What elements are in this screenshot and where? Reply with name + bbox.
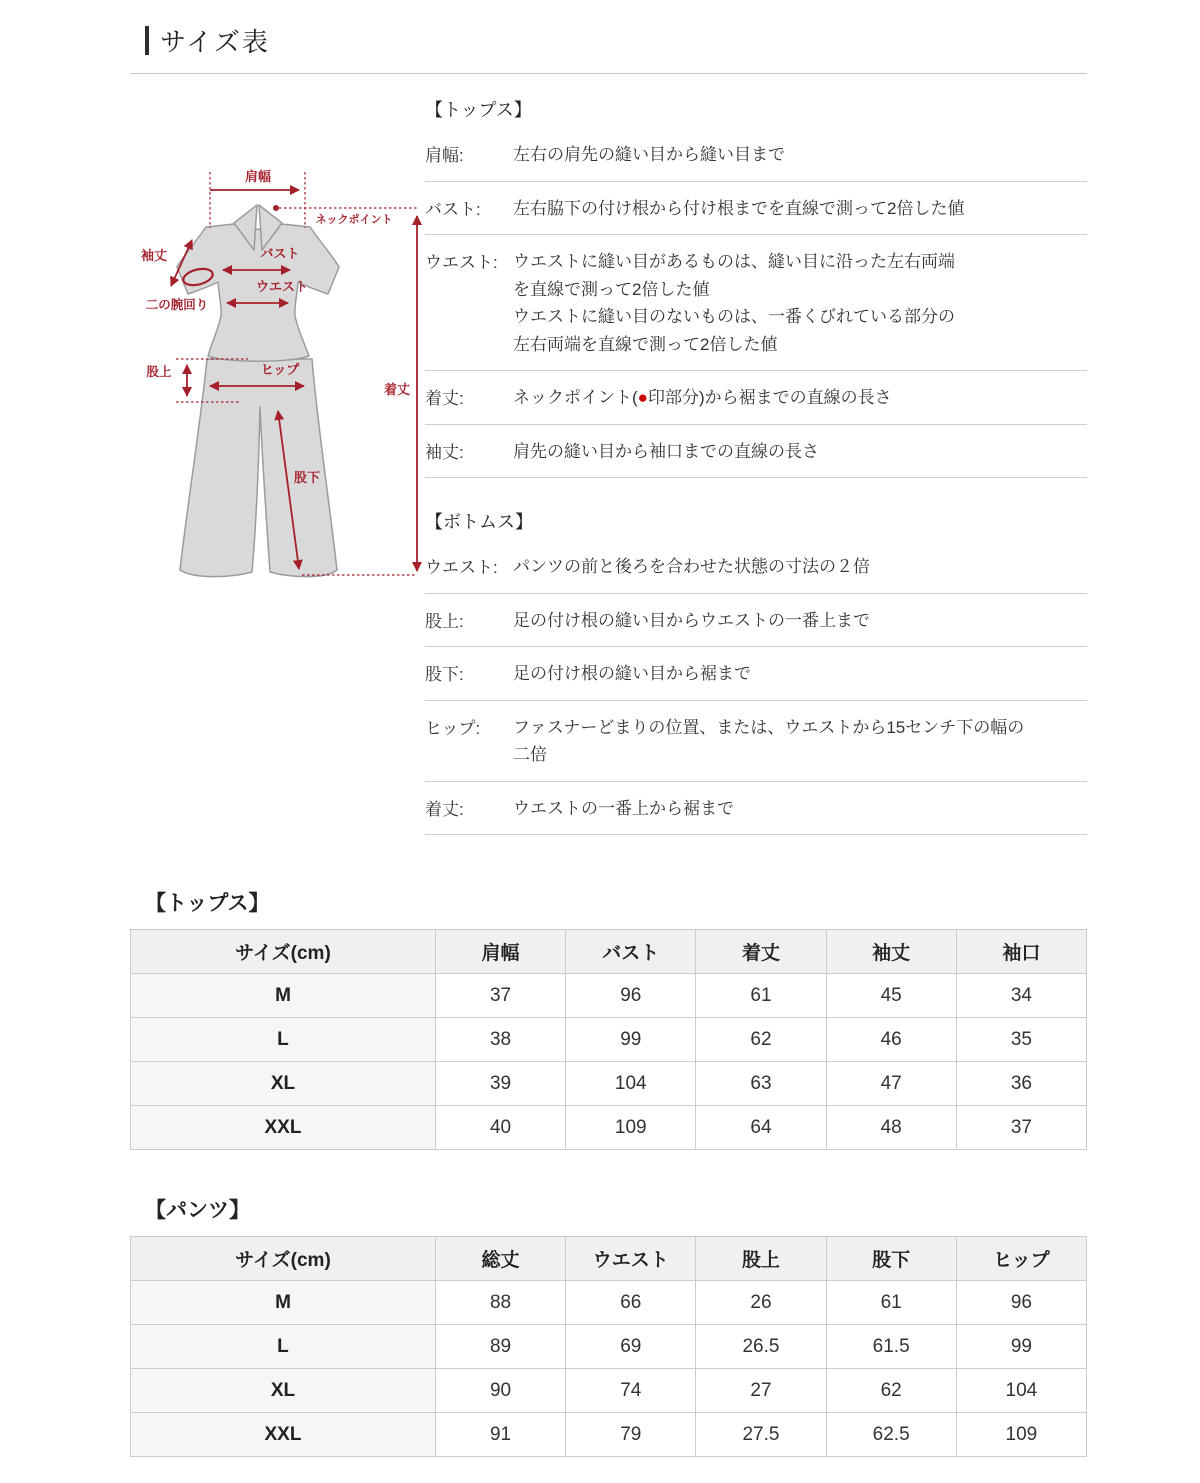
value-cell: 40 (435, 1106, 565, 1150)
definition-text: 肩先の縫い目から袖口までの直線の長さ (513, 441, 819, 461)
value-cell: 79 (566, 1413, 696, 1457)
definition-description (513, 714, 1087, 769)
table-header-row (131, 930, 1087, 974)
definition-term: 着丈: (425, 799, 464, 819)
definition-row (425, 182, 1087, 236)
column-header: 股上 (696, 1237, 826, 1281)
value-cell: 88 (435, 1281, 565, 1325)
definition-description (513, 660, 1087, 688)
definition-text-part: ネックポイント( (513, 388, 638, 408)
value-cell: 62 (826, 1369, 956, 1413)
size-cell: L (131, 1325, 436, 1369)
tops-table-heading: 【トップス】 (145, 892, 270, 916)
value-cell: 69 (566, 1325, 696, 1369)
value-cell: 37 (956, 1106, 1086, 1150)
column-header: 総丈 (435, 1237, 565, 1281)
size-cell: L (131, 1018, 436, 1062)
neck-point-dot: ● (637, 388, 648, 408)
definition-text: ウエストの一番上から裾まで (513, 798, 734, 818)
table-body (131, 974, 1087, 1150)
value-cell: 36 (956, 1062, 1086, 1106)
upper-arm-label: 二の腕回り (145, 298, 209, 312)
value-cell: 35 (956, 1018, 1086, 1062)
value-cell: 46 (826, 1018, 956, 1062)
definition-term: 肩幅: (425, 146, 464, 165)
definition-row (425, 782, 1087, 836)
size-cell: XXL (131, 1413, 436, 1457)
definition-description (513, 248, 1087, 358)
value-cell: 104 (566, 1062, 696, 1106)
tops-size-table (130, 929, 1087, 1150)
definition-row (425, 540, 1087, 594)
table-header (131, 930, 1087, 974)
definition-description (513, 795, 1087, 823)
definition-term: ウエスト: (425, 558, 498, 578)
value-cell: 91 (435, 1413, 565, 1457)
title-accent-bar (145, 26, 149, 55)
table-row (131, 1369, 1087, 1413)
pants-table-heading: 【パンツ】 (145, 1199, 250, 1223)
value-cell: 74 (566, 1369, 696, 1413)
definition-term: 着丈: (425, 389, 464, 409)
bottoms-definitions-heading: 【ボトムス】 (425, 512, 533, 533)
column-header: 着丈 (696, 930, 826, 974)
table-row (131, 1062, 1087, 1106)
definition-text (513, 384, 1087, 412)
title-divider (130, 73, 1087, 74)
pants-illustration (180, 359, 337, 577)
value-cell: 109 (956, 1413, 1086, 1457)
value-cell: 39 (435, 1062, 565, 1106)
neck-point-marker (273, 205, 279, 211)
bottoms-definitions (425, 540, 1087, 835)
table-header-row (131, 1237, 1087, 1281)
measurement-guide (130, 94, 1087, 835)
definition-row (425, 128, 1087, 182)
size-cell: XL (131, 1369, 436, 1413)
definition-term: 袖丈: (425, 442, 464, 462)
value-cell: 61.5 (826, 1325, 956, 1369)
column-header: 股下 (826, 1237, 956, 1281)
definition-description (513, 438, 1087, 466)
value-cell: 61 (826, 1281, 956, 1325)
value-cell: 48 (826, 1106, 956, 1150)
value-cell: 34 (956, 974, 1086, 1018)
column-header: 肩幅 (435, 930, 565, 974)
value-cell: 61 (696, 974, 826, 1018)
column-header: 袖丈 (826, 930, 956, 974)
tops-definitions (425, 128, 1087, 478)
column-header: ヒップ (956, 1237, 1086, 1281)
value-cell: 63 (696, 1062, 826, 1106)
value-cell: 27 (696, 1369, 826, 1413)
tops-definitions-heading: 【トップス】 (425, 100, 532, 120)
value-cell: 37 (435, 974, 565, 1018)
length-label: 着丈 (383, 382, 411, 397)
value-cell: 64 (696, 1106, 826, 1150)
value-cell: 26 (696, 1281, 826, 1325)
value-cell: 45 (826, 974, 956, 1018)
rise-label: 股上 (146, 365, 172, 379)
table-row (131, 1281, 1087, 1325)
table-row (131, 1106, 1087, 1150)
column-header: バスト (566, 930, 696, 974)
size-tables-section (130, 887, 1087, 1457)
definition-text: ウエストに縫い目があるものは、縫い目に沿った左右両端 (513, 252, 955, 272)
definition-text: 左右脇下の付け根から付け根までを直線で測って2倍した値 (513, 198, 965, 218)
definition-row (425, 425, 1087, 479)
column-header: サイズ(cm) (131, 930, 436, 974)
value-cell: 62 (696, 1018, 826, 1062)
definition-description (513, 553, 1087, 581)
definition-text: 二倍 (513, 745, 547, 765)
value-cell: 26.5 (696, 1325, 826, 1369)
value-cell: 90 (435, 1369, 565, 1413)
value-cell: 96 (956, 1281, 1086, 1325)
column-header: ウエスト (566, 1237, 696, 1281)
definition-term: バスト: (425, 199, 481, 219)
neck-point-label: ネックポイント (315, 214, 393, 226)
value-cell: 38 (435, 1018, 565, 1062)
shoulder-width-label: 肩幅 (244, 169, 272, 184)
definition-text: パンツの前と後ろを合わせた状態の寸法の２倍 (513, 557, 870, 577)
definition-term: ヒップ: (425, 718, 481, 738)
definition-term: 股上: (425, 611, 464, 631)
definition-row (425, 235, 1087, 371)
definition-text: 左右両端を直線で測って2倍した値 (513, 334, 778, 354)
garment-measurement-diagram (130, 160, 430, 600)
size-cell: XL (131, 1062, 436, 1106)
inseam-label: 股下 (294, 470, 321, 485)
column-header: 袖口 (956, 930, 1086, 974)
size-cell: M (131, 1281, 436, 1325)
value-cell: 47 (826, 1062, 956, 1106)
definition-row (425, 647, 1087, 701)
table-row (131, 1325, 1087, 1369)
definition-text: ファスナーどまりの位置、または、ウエストから15センチ下の幅の (513, 717, 1025, 737)
definition-description (513, 195, 1087, 223)
definition-text: 足の付け根の縫い目から裾まで (513, 664, 751, 684)
definition-description (513, 141, 1087, 169)
definitions-list (425, 94, 1087, 835)
value-cell: 27.5 (696, 1413, 826, 1457)
pants-size-table (130, 1236, 1087, 1457)
definition-text-part: 印部分)から裾までの直線の長さ (647, 388, 892, 408)
value-cell: 66 (566, 1281, 696, 1325)
hip-label: ヒップ (260, 362, 300, 377)
page-title: サイズ表 (160, 27, 270, 57)
bust-label: バスト (260, 246, 300, 261)
definition-term: 股下: (425, 665, 464, 685)
definition-text: ウエストに縫い目のないものは、一番くびれている部分の (513, 307, 955, 327)
definition-description (513, 607, 1087, 635)
sleeve-length-label: 袖丈 (140, 248, 168, 263)
value-cell: 89 (435, 1325, 565, 1369)
value-cell: 109 (566, 1106, 696, 1150)
value-cell: 99 (566, 1018, 696, 1062)
definition-text: 左右の肩先の縫い目から縫い目まで (513, 145, 785, 164)
table-row (131, 1018, 1087, 1062)
definition-text: を直線で測って2倍した値 (513, 279, 710, 299)
value-cell: 62.5 (826, 1413, 956, 1457)
definition-row (425, 701, 1087, 782)
size-cell: XXL (131, 1106, 436, 1150)
value-cell: 99 (956, 1325, 1086, 1369)
column-header: サイズ(cm) (131, 1237, 436, 1281)
table-row (131, 974, 1087, 1018)
definition-description (513, 384, 1087, 412)
definition-row (425, 594, 1087, 648)
definition-row (425, 371, 1087, 425)
table-body (131, 1281, 1087, 1457)
definition-text: 足の付け根の縫い目からウエストの一番上まで (513, 610, 870, 630)
page-header (145, 0, 1087, 59)
table-header (131, 1237, 1087, 1281)
table-row (131, 1413, 1087, 1457)
size-cell: M (131, 974, 436, 1018)
value-cell: 104 (956, 1369, 1086, 1413)
waist-label: ウエスト (255, 279, 309, 294)
definition-term: ウエスト: (425, 253, 498, 273)
size-chart-page (130, 0, 1087, 1483)
value-cell: 96 (566, 974, 696, 1018)
